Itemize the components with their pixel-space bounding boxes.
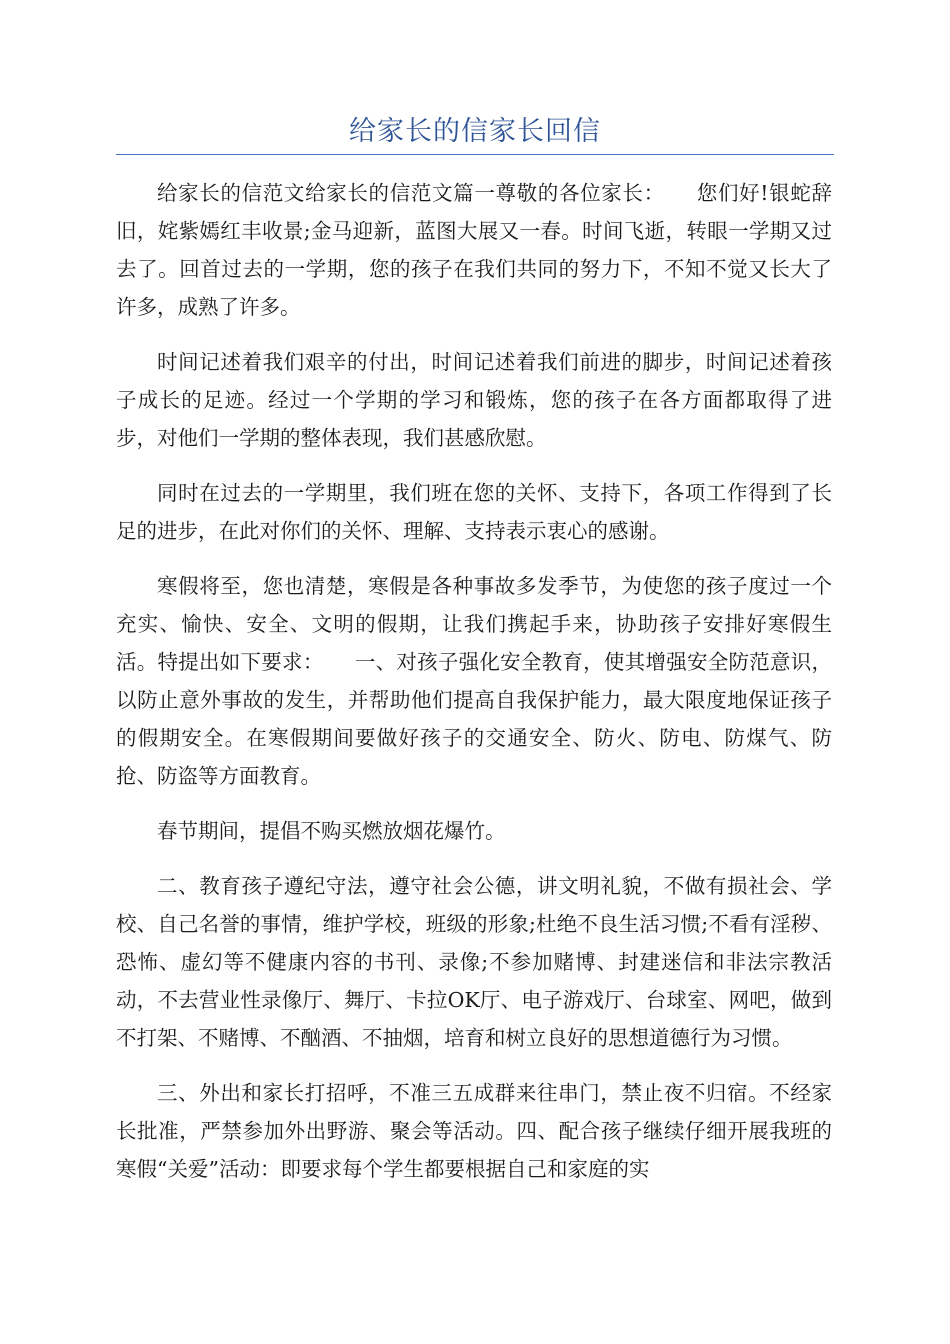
document-body [116, 174, 832, 1205]
paragraph-1: 给家长的信范文给家长的信范文篇一尊敬的各位家长： 您们好!银蛇辞旧，姹紫嫣红丰收景;金马迎新，蓝图大展又一春。时间飞逝，转眼一学期又过去了。回首过去的一学期，您的孩子在我们共同的努力下，不知不觉又长大了许多，成熟了许多。 [116, 181, 832, 319]
document-title: 给家长的信家长回信 [349, 116, 601, 147]
paragraph-3: 同时在过去的一学期里，我们班在您的关怀、支持下，各项工作得到了长足的进步，在此对你们的关怀、理解、支持表示衷心的感谢。 [116, 481, 832, 543]
paragraph-6: 二、教育孩子遵纪守法，遵守社会公德，讲文明礼貌，不做有损社会、学校、自己名誉的事情，维护学校，班级的形象;杜绝不良生活习惯;不看有淫秽、恐怖、虚幻等不健康内容的书刊、录像;不参加赌博、封建迷信和非法宗教活动，不去营业性录像厅、舞厅、卡拉OK厅、电子游戏厅、台球室、网吧，做到不打架、不赌博、不酗酒、不抽烟，培育和树立良好的思想道德行为习惯。 [116, 874, 832, 1050]
title-underline [116, 154, 834, 155]
paragraph-5: 春节期间，提倡不购买燃放烟花爆竹。 [157, 819, 506, 843]
paragraph-2: 时间记述着我们艰辛的付出，时间记述着我们前进的脚步，时间记述着孩子成长的足迹。经过一个学期的学习和锻炼，您的孩子在各方面都取得了进步，对他们一学期的整体表现，我们甚感欣慰。 [116, 350, 832, 450]
paragraph-4: 寒假将至，您也清楚，寒假是各种事故多发季节，为使您的孩子度过一个充实、愉快、安全、文明的假期，让我们携起手来，协助孩子安排好寒假生活。特提出如下要求： 一、对孩子强化安全教育，使其增强安全防范意识，以防止意外事故的发生，并帮助他们提高自我保护能力，最大限度地保证孩子的假期安全。在寒假期间要做好孩子的交通安全、防火、防电、防煤气、防抢、防盗等方面教育。 [116, 574, 832, 788]
paragraph-7: 三、外出和家长打招呼，不准三五成群来往串门，禁止夜不归宿。不经家长批准，严禁参加外出野游、聚会等活动。四、配合孩子继续仔细开展我班的寒假“关爱”活动：即要求每个学生都要根据自己和家庭的实 [116, 1081, 832, 1181]
